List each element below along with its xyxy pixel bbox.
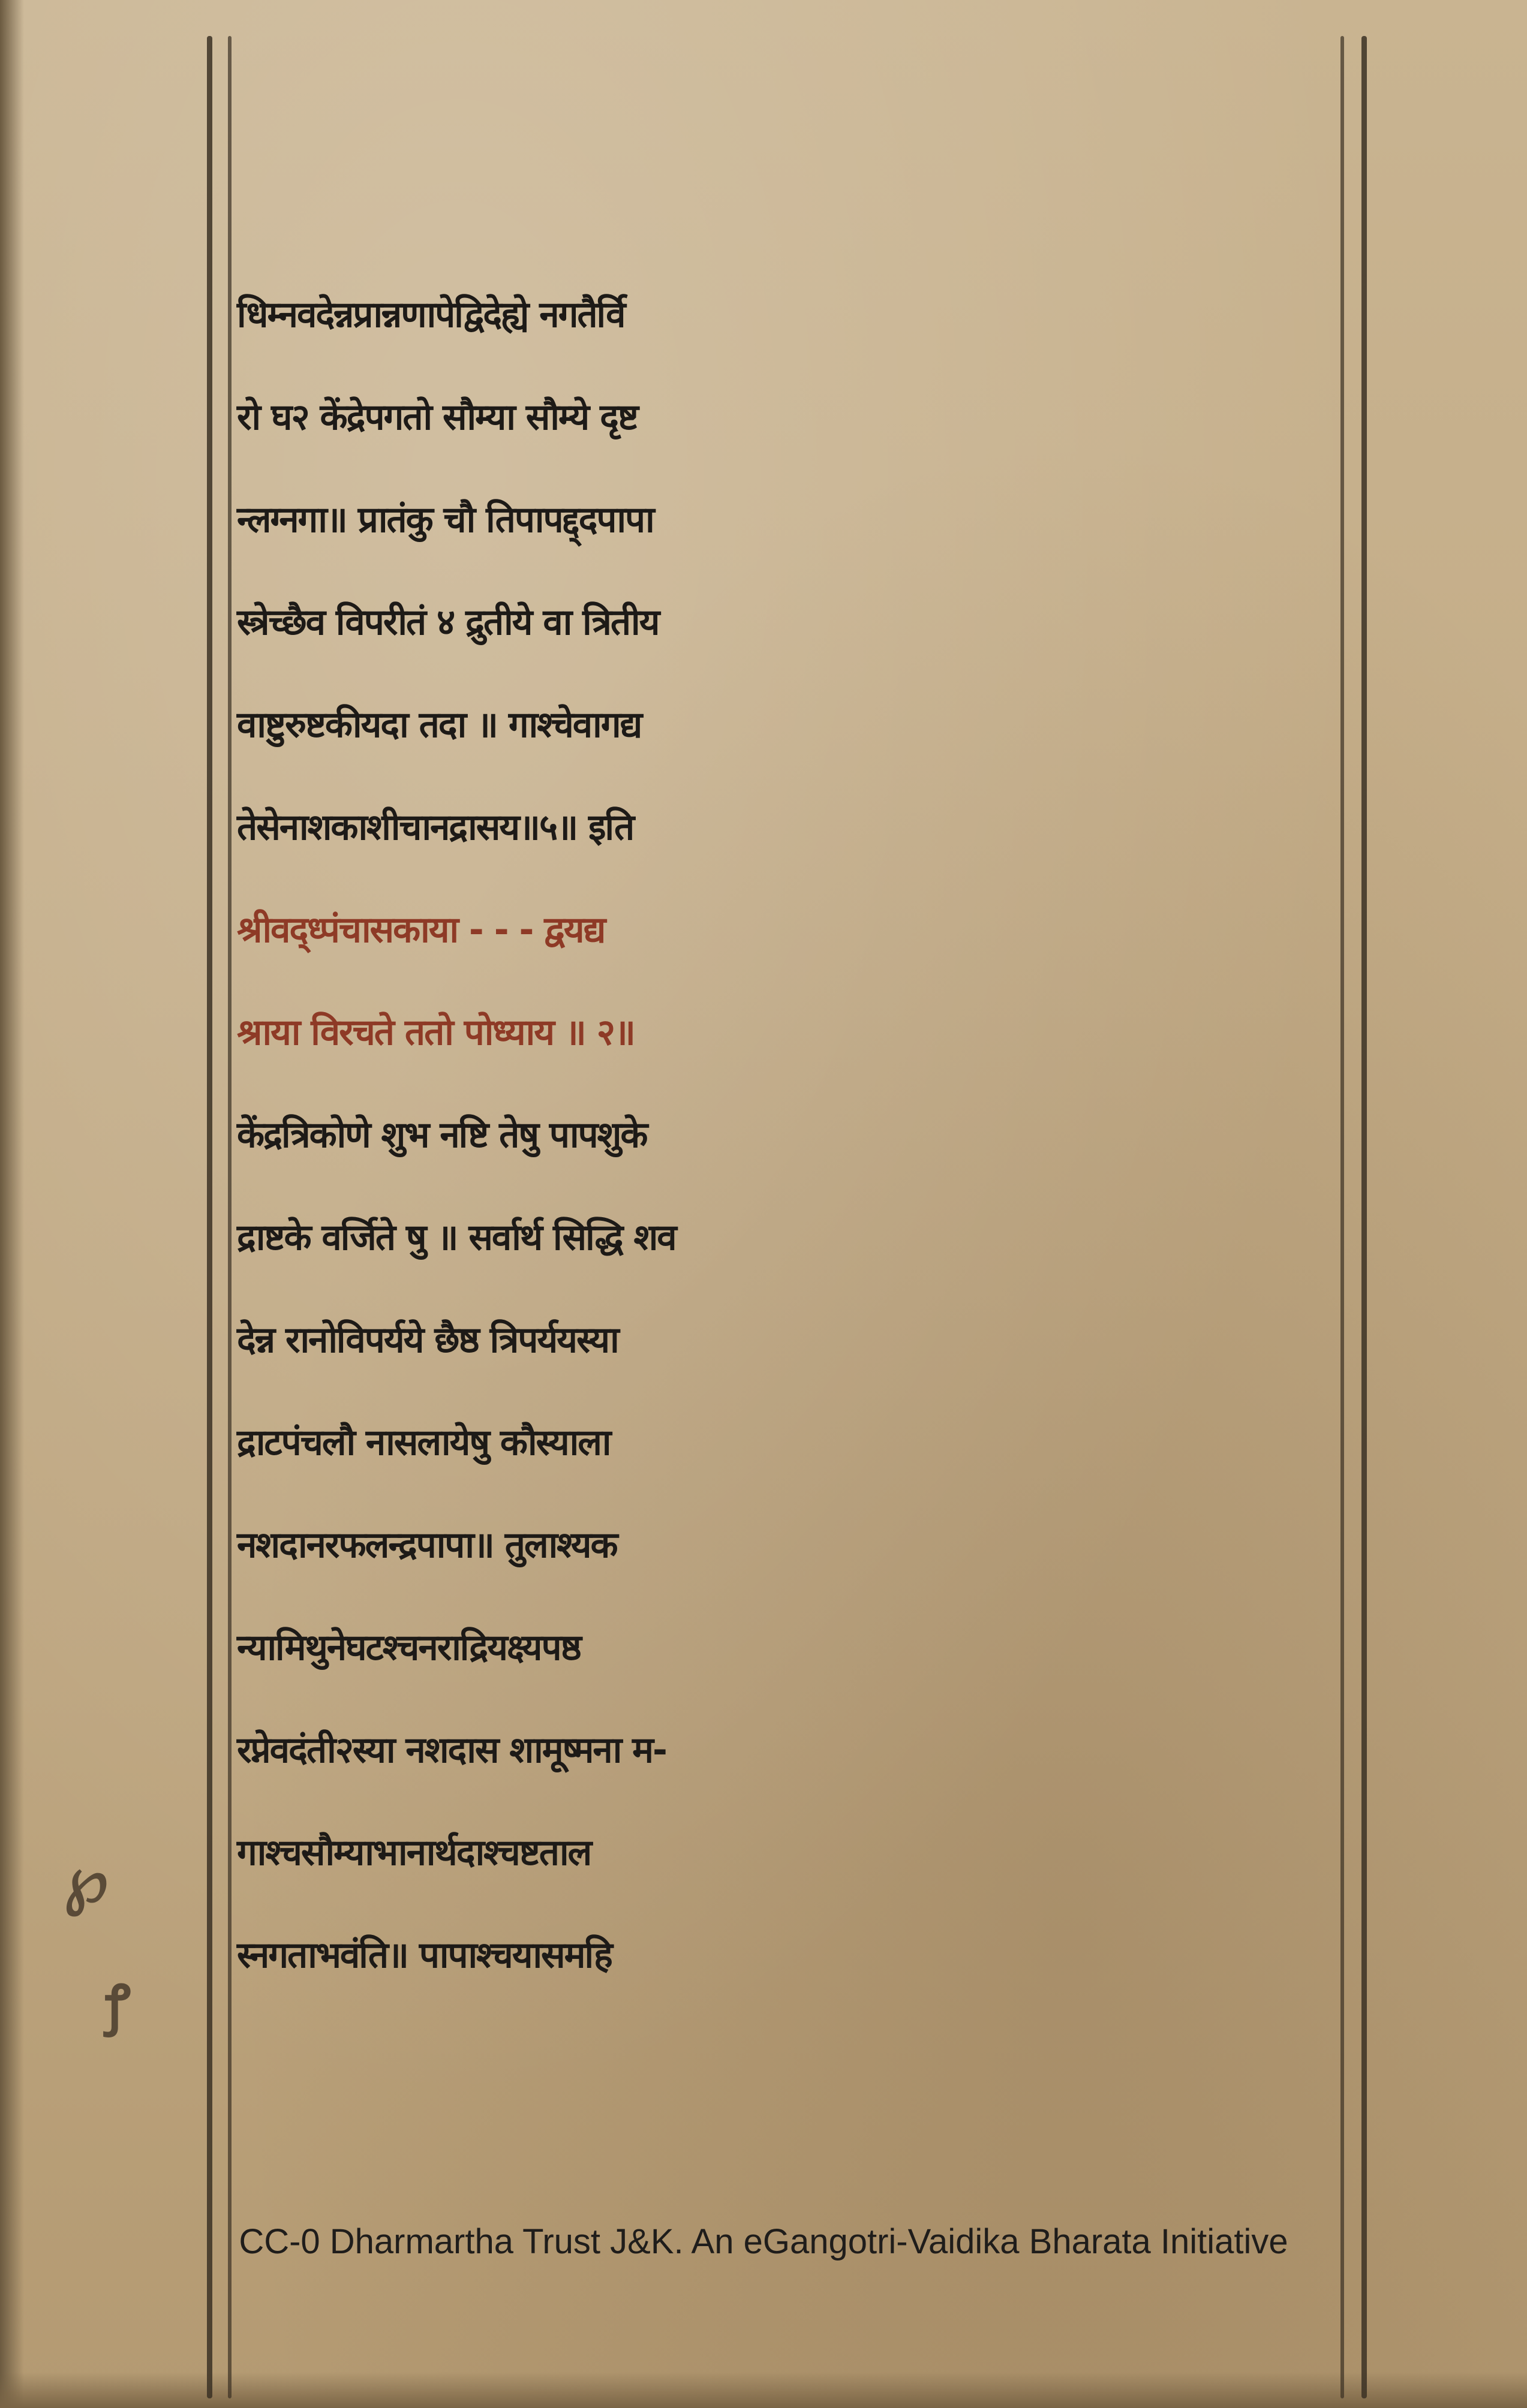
manuscript-line: धिम्नवदेन्नप्रान्नणापेद्विदेह्ये नगतैर्वि	[237, 294, 625, 336]
credit-watermark-text: CC-0 Dharmartha Trust J&K. An eGangotri-Vaidika Bharata Initiative	[239, 2222, 1288, 2261]
manuscript-line: स्त्रेच्छैव विपरीतं ४ द्रुतीये वा त्रितीय	[237, 601, 659, 643]
manuscript-line: नशदानरफलन्द्रपापा॥ तुलाश्यक	[237, 1524, 617, 1566]
margin-annotation-mark: ꝭ	[105, 1974, 131, 2037]
manuscript-line-rubric: श्राया विरचते ततो पोध्याय ॥ २॥	[237, 1012, 635, 1054]
page-edge-shadow	[0, 0, 24, 2408]
left-margin-rule-inner	[228, 36, 232, 2398]
manuscript-line: तेसेनाशकाशीचानद्रासय॥५॥ इति	[237, 806, 634, 848]
manuscript-line: द्राष्टके वर्जिते षु ॥ सर्वार्थ सिद्धि शव	[237, 1217, 676, 1259]
manuscript-line: स्नगताभवंति॥ पापाश्चयासमहि	[237, 1934, 612, 1976]
manuscript-text-block	[237, 264, 1412, 2007]
manuscript-line: केंद्रत्रिकोणे शुभ नष्टि तेषु पापशुके	[237, 1114, 647, 1156]
margin-annotation-mark: ℘	[63, 1841, 109, 1918]
manuscript-line: द्राटपंचलौ नासलायेषु कौस्याला	[237, 1422, 611, 1464]
manuscript-line-rubric: श्रीवद्ध्पंचासकाया - - - द्वयद्य	[237, 909, 605, 951]
manuscript-line: गाश्चसौम्याभानार्थदाश्चष्टताल	[237, 1832, 591, 1874]
left-margin-rule	[207, 36, 212, 2398]
manuscript-line: रप्नेवदंती२स्या नशदास शामूष्मना म-	[237, 1729, 666, 1771]
manuscript-line: देन्न रानोविपर्यये छैष्ठ त्रिपर्ययस्या	[237, 1319, 618, 1361]
manuscript-line: रो घ२ केंद्रेपगतो सौम्या सौम्ये दृष्ट	[237, 396, 638, 438]
manuscript-line: न्यामिथुनेघटश्चनराद्रियक्ष्यपष्ठ	[237, 1627, 581, 1669]
manuscript-line: वाष्टुरुष्टकीयदा तदा ॥ गाश्चेवागद्य	[237, 704, 642, 746]
manuscript-line: न्लग्नगा॥ प्रातंकु चौ तिपापद्द्दपापा	[237, 499, 654, 541]
